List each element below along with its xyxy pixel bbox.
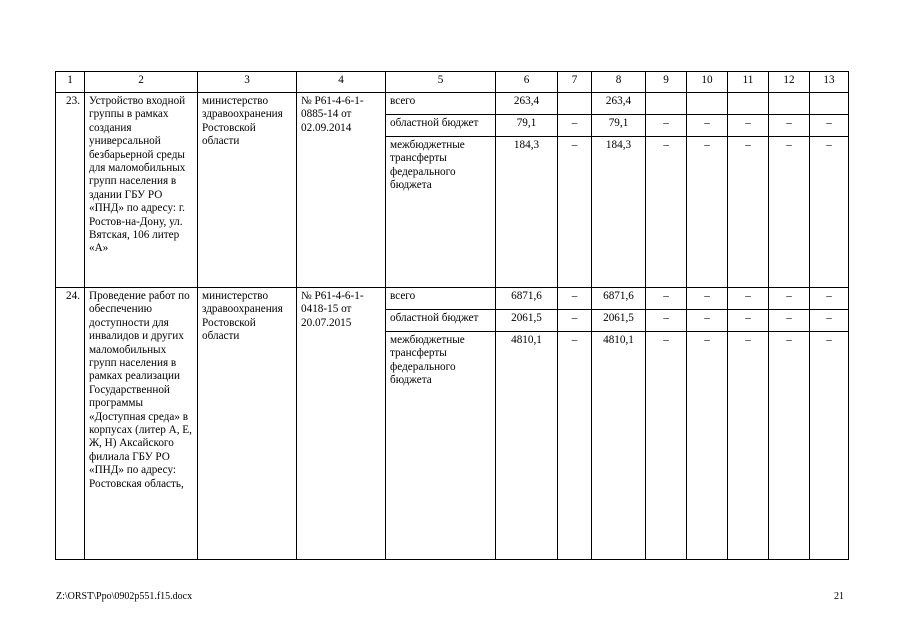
- header-cell: 9: [646, 72, 687, 93]
- value-cell: –: [646, 310, 687, 332]
- value-cell: 6871,6: [496, 288, 558, 310]
- value-cell: 263,4: [592, 93, 646, 115]
- value-cell: –: [687, 310, 728, 332]
- value-cell: –: [646, 115, 687, 137]
- value-cell: –: [687, 115, 728, 137]
- ministry: министерство здравоохранения Ростовской области: [198, 93, 297, 288]
- value-cell: –: [810, 310, 849, 332]
- header-cell: 8: [592, 72, 646, 93]
- value-cell: –: [769, 288, 810, 310]
- value-cell: 79,1: [496, 115, 558, 137]
- value-cell: –: [687, 137, 728, 288]
- value-cell: –: [558, 115, 592, 137]
- funding-source: межбюджетные трансферты федерального бюджета: [386, 332, 496, 560]
- budget-table: [55, 71, 849, 560]
- value-cell: –: [810, 137, 849, 288]
- header-cell: 5: [386, 72, 496, 93]
- value-cell: –: [769, 310, 810, 332]
- value-cell: –: [728, 310, 769, 332]
- value-cell: 79,1: [592, 115, 646, 137]
- value-cell: 4810,1: [496, 332, 558, 560]
- value-cell: –: [728, 137, 769, 288]
- value-cell: –: [728, 332, 769, 560]
- value-cell: [558, 93, 592, 115]
- value-cell: –: [646, 288, 687, 310]
- table-row: [56, 288, 849, 310]
- value-cell: –: [687, 332, 728, 560]
- row-number: 23.: [56, 93, 85, 288]
- value-cell: –: [687, 288, 728, 310]
- ministry: министерство здравоохранения Ростовской области: [198, 288, 297, 560]
- value-cell: [769, 93, 810, 115]
- value-cell: –: [728, 115, 769, 137]
- value-cell: –: [646, 332, 687, 560]
- value-cell: –: [558, 332, 592, 560]
- value-cell: [810, 93, 849, 115]
- header-cell: 4: [297, 72, 386, 93]
- value-cell: 2061,5: [496, 310, 558, 332]
- value-cell: –: [769, 115, 810, 137]
- funding-source: межбюджетные трансферты федерального бюджета: [386, 137, 496, 288]
- object-name: Проведение работ по обеспечению доступности для инвалидов и других маломобильных групп населения в рамках реализации Государственной программы «Доступная среда» в корпусах (литер А, Е, Ж, Н) Аксайского филиала ГБУ РО «ПНД» по адресу: Ростовская область,: [85, 288, 198, 560]
- value-cell: –: [769, 137, 810, 288]
- value-cell: 2061,5: [592, 310, 646, 332]
- header-cell: 10: [687, 72, 728, 93]
- funding-source: всего: [386, 288, 496, 310]
- value-cell: 263,4: [496, 93, 558, 115]
- value-cell: –: [558, 310, 592, 332]
- value-cell: 6871,6: [592, 288, 646, 310]
- value-cell: –: [810, 115, 849, 137]
- table-header-row: [56, 72, 849, 93]
- value-cell: [646, 93, 687, 115]
- funding-source: областной бюджет: [386, 115, 496, 137]
- value-cell: –: [810, 288, 849, 310]
- header-cell: 13: [810, 72, 849, 93]
- header-cell: 6: [496, 72, 558, 93]
- document-number: № Р61-4-6-1-0418-15 от 20.07.2015: [297, 288, 386, 560]
- value-cell: –: [769, 332, 810, 560]
- value-cell: –: [646, 137, 687, 288]
- value-cell: [728, 93, 769, 115]
- header-cell: 11: [728, 72, 769, 93]
- funding-source: всего: [386, 93, 496, 115]
- value-cell: 184,3: [592, 137, 646, 288]
- header-cell: 2: [85, 72, 198, 93]
- value-cell: 184,3: [496, 137, 558, 288]
- document-number: № Р61-4-6-1-0885-14 от 02.09.2014: [297, 93, 386, 288]
- file-path-footer: Z:\ORST\Ppo\0902p551.f15.docx: [56, 591, 193, 602]
- value-cell: 4810,1: [592, 332, 646, 560]
- header-cell: 7: [558, 72, 592, 93]
- funding-source: областной бюджет: [386, 310, 496, 332]
- value-cell: –: [728, 288, 769, 310]
- header-cell: 1: [56, 72, 85, 93]
- value-cell: –: [558, 137, 592, 288]
- page-number: 21: [834, 591, 844, 602]
- header-cell: 12: [769, 72, 810, 93]
- row-number: 24.: [56, 288, 85, 560]
- value-cell: [687, 93, 728, 115]
- object-name: Устройство входной группы в рамках создания универсальной безбарьерной среды для маломобильных групп населения в здании ГБУ РО «ПНД» по адресу: г. Ростов-на-Дону, ул. Вятская, 106 литер «А»: [85, 93, 198, 288]
- value-cell: –: [558, 288, 592, 310]
- value-cell: –: [810, 332, 849, 560]
- header-cell: 3: [198, 72, 297, 93]
- table-row: [56, 93, 849, 115]
